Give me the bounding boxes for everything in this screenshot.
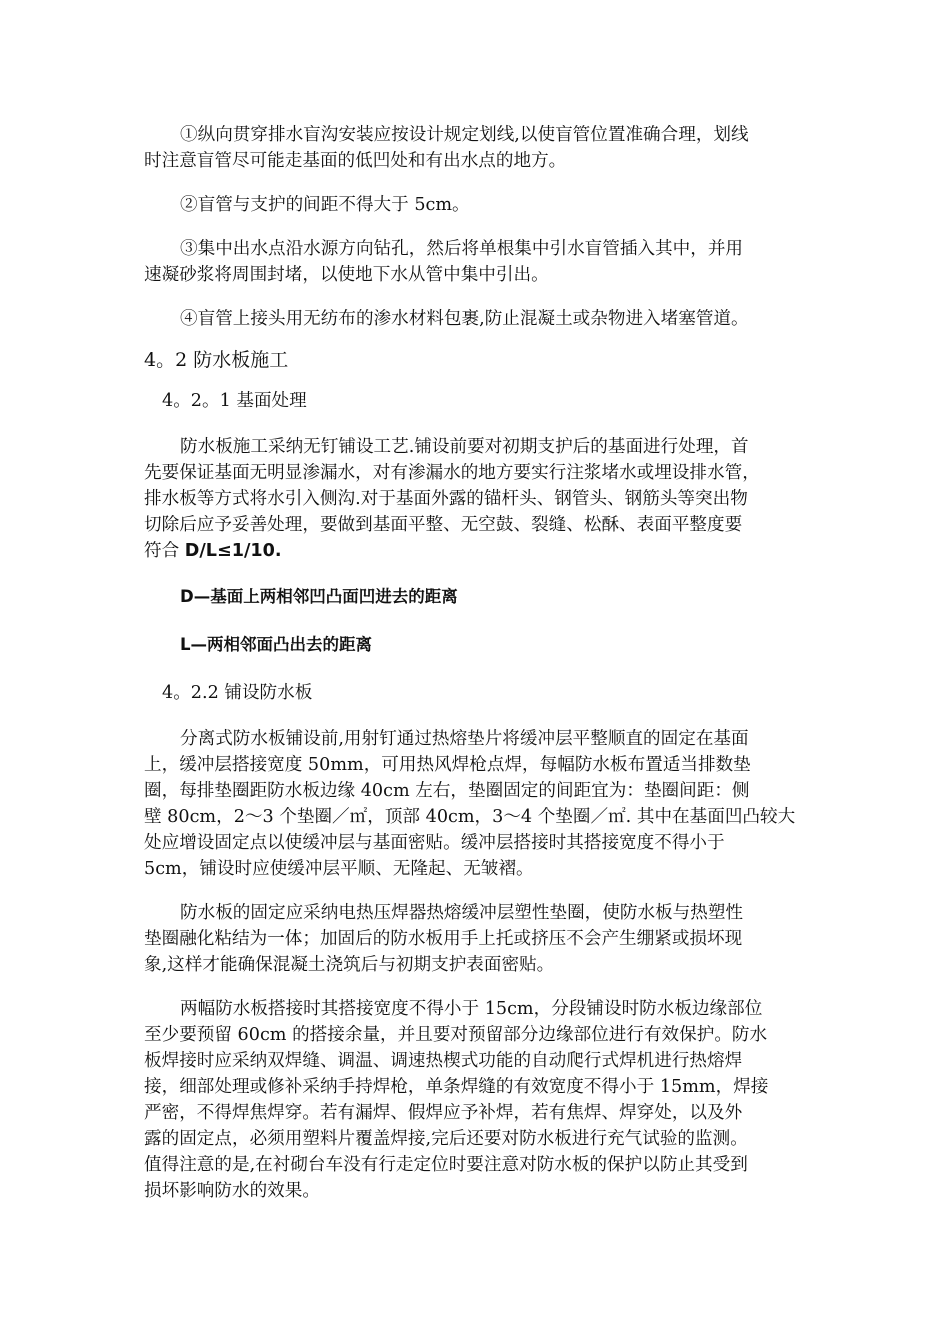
paragraph-line: ④盲管上接头用无纺布的渗水材料包裹,防止混凝土或杂物进入堵塞管道。 [180,309,749,329]
paragraph-line: 处应增设固定点以使缓冲层与基面密贴。缓冲层搭接时其搭接宽度不得小于 [144,833,725,853]
subsection-heading-4-2-1: 4。2。1 基面处理 [162,391,307,411]
paragraph-concentrated-outflow [144,236,808,288]
paragraph-line: 防水板的固定应采纳电热压焊器热熔缓冲层塑性垫圈，使防水板与热塑性 [180,903,744,923]
subsection-heading-4-2-2: 4。2.2 铺设防水板 [162,683,313,703]
paragraph-line: 损坏影响防水的效果。 [144,1181,320,1201]
paragraph-line: 至少要预留 60cm 的搭接余量，并且要对预留部分边缘部位进行有效保护。防水 [144,1025,768,1045]
paragraph-board-fixing [144,900,808,978]
paragraph-blind-pipe-marking [144,122,808,174]
paragraph-line: 防水板施工采纳无钉铺设工艺.铺设前要对初期支护后的基面进行处理，首 [180,437,749,457]
paragraph-line-text: 符合 [144,541,185,561]
paragraph-line: ③集中出水点沿水源方向钻孔，然后将单根集中引水盲管插入其中，并用 [180,239,744,259]
paragraph-line: 板焊接时应采纳双焊缝、调温、调速热楔式功能的自动爬行式焊机进行热熔焊 [144,1051,743,1071]
paragraph-line: 值得注意的是,在衬砌台车没有行走定位时要注意对防水板的保护以防止其受到 [144,1155,748,1175]
paragraph-line: 象,这样才能确保混凝土浇筑后与初期支护表面密贴。 [144,955,555,975]
flatness-formula: D/L≤1/10. [184,541,282,561]
paragraph-line: 接，细部处理或修补采纳手持焊枪，单条焊缝的有效宽度不得小于 15mm，焊接 [144,1077,769,1097]
paragraph-line: 上，缓冲层搭接宽度 50mm，可用热风焊枪点焊，每幅防水板布置适当排数垫 [144,755,751,775]
paragraph-line: ②盲管与支护的间距不得大于 5cm。 [180,195,470,215]
paragraph-laying-waterproof-board [144,726,808,882]
paragraph-line: ①纵向贯穿排水盲沟安装应按设计规定划线,以使盲管位置准确合理，划线 [180,125,749,145]
section-heading-4-2: 4。2 防水板施工 [144,349,289,371]
paragraph-joint-wrapping [144,306,808,332]
paragraph-line: 分离式防水板铺设前,用射钉通过热熔垫片将缓冲层平整顺直的固定在基面 [180,729,749,749]
paragraph-line: 圈，每排垫圈距防水板边缘 40cm 左右，垫圈固定的间距宜为：垫圈间距：侧 [144,781,750,801]
paragraph-line: 切除后应予妥善处理，要做到基面平整、无空鼓、裂缝、松酥、表面平整度要 [144,515,743,535]
paragraph-line: 排水板等方式将水引入侧沟.对于基面外露的锚杆头、钢管头、钢筋头等突出物 [144,489,748,509]
paragraph-line [144,538,808,564]
definition-l: L—两相邻面凸出去的距离 [180,635,373,654]
definition-d: D—基面上两相邻凹凸面凹进去的距离 [180,587,458,606]
paragraph-line: 严密，不得焊焦焊穿。若有漏焊、假焊应予补焊，若有焦焊、焊穿处，以及外 [144,1103,743,1123]
paragraph-line: 5cm，铺设时应使缓冲层平顺、无隆起、无皱褶。 [144,859,534,879]
paragraph-base-treatment [144,434,808,564]
paragraph-line: 壁 80cm，2～3 个垫圈／㎡，顶部 40cm，3～4 个垫圈／㎡. 其中在基面凹凸较大 [144,807,796,827]
paragraph-line: 露的固定点，必须用塑料片覆盖焊接,完后还要对防水板进行充气试验的监测。 [144,1129,748,1149]
paragraph-line: 两幅防水板搭接时其搭接宽度不得小于 15cm，分段铺设时防水板边缘部位 [180,999,763,1019]
paragraph-line: 时注意盲管尽可能走基面的低凹处和有出水点的地方。 [144,151,567,171]
document-body [144,122,808,1222]
paragraph-board-welding [144,996,808,1204]
paragraph-line: 速凝砂浆将周围封堵，以使地下水从管中集中引出。 [144,265,549,285]
paragraph-line: 垫圈融化粘结为一体；加固后的防水板用手上托或挤压不会产生绷紧或损坏现 [144,929,743,949]
paragraph-blind-pipe-spacing [144,192,808,218]
paragraph-line: 先要保证基面无明显渗漏水，对有渗漏水的地方要实行注浆堵水或埋设排水管， [144,463,760,483]
